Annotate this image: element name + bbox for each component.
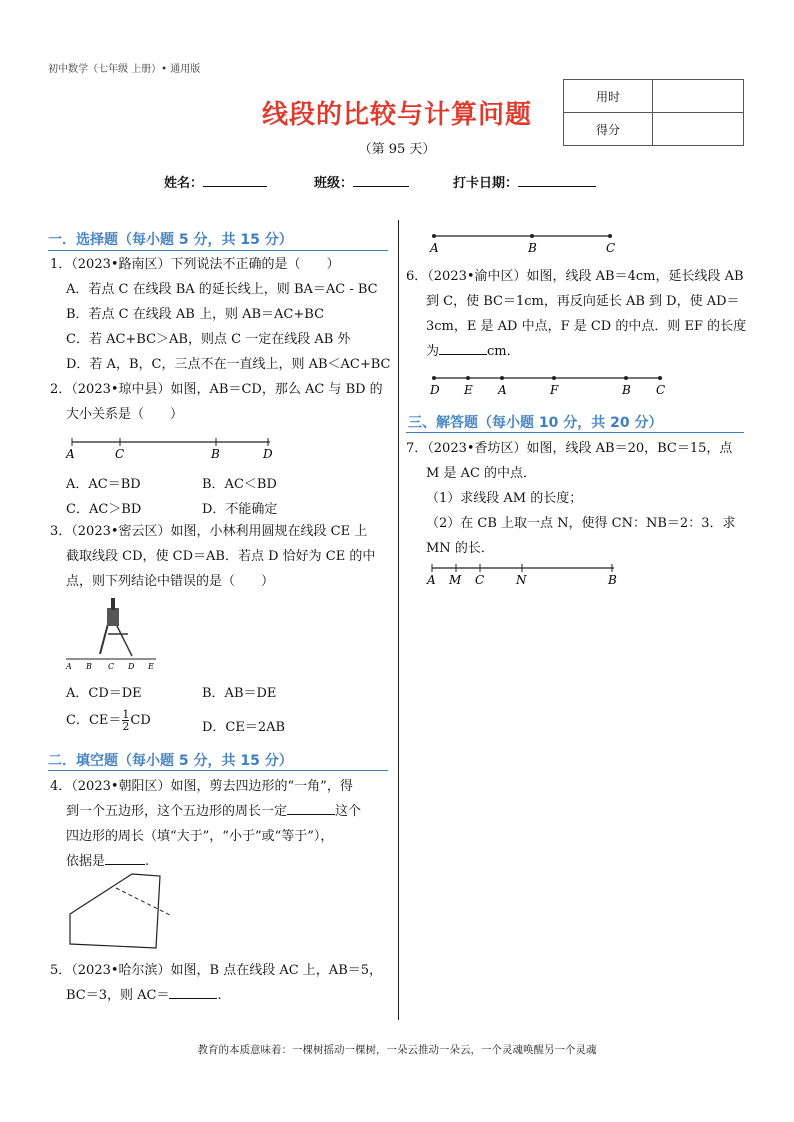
svg-text:C: C xyxy=(475,573,485,587)
answer-blank-5[interactable] xyxy=(169,986,217,999)
question-3: 3．（2023•密云区）如图，小林利用圆规在线段 CE 上 截取线段 CD，使 CD＝AB．若点 D 恰好为 CE 的中 点，则下列结论中错误的是（ ） xyxy=(50,524,376,589)
fig2-label-b: B xyxy=(211,447,220,461)
class-field[interactable]: 班级： xyxy=(314,172,409,191)
series-header: 初中数学（七年级 上册）• 通用版 xyxy=(48,64,201,75)
question-4: 4．（2023•朝阳区）如图，剪去四边形的“一角”，得 到一个五边形，这个五边形的周长一定 这个 四边形的周长（填“大于”，“小于”或“等于”）， 依据是 . xyxy=(50,779,362,869)
option-3a[interactable]: A．CD＝DE xyxy=(66,686,142,701)
q6-figure xyxy=(426,368,676,398)
svg-text:C: C xyxy=(656,383,666,397)
compass-figure xyxy=(62,596,162,672)
option-3c[interactable]: C．CE＝ $\frac{1}{2}$ CD xyxy=(66,708,151,733)
section-choice-title: 一．选择题（每小题 5 分，共 15 分） xyxy=(48,232,293,248)
section-rule xyxy=(406,432,744,433)
question-1: 1．（2023•路南区）下列说法不正确的是（ ） A．若点 C 在线段 BA 的延长线上，则 BA＝AC - BC B．若点 C 在线段 AB 上，则 AB＝AC+BC C．若 AC+BC＞AB，则点 C 一定在线段 AB 外 D．若 A，B，C，三点不在一直线上，则 AB＜AC+BC 2．（2023•琼中县）如图，AB＝CD，那么 AC 与 BD 的 大小关系是（ ） xyxy=(50,257,391,422)
option-1d[interactable]: D．若 A，B，C，三点不在一直线上，则 AB＜AC+BC xyxy=(66,357,391,372)
score-table xyxy=(563,79,744,146)
svg-text:E: E xyxy=(464,383,473,397)
section-rule xyxy=(48,250,388,251)
compass-icon xyxy=(107,608,119,626)
pentagon-figure xyxy=(66,870,176,954)
svg-text:B: B xyxy=(86,662,92,671)
name-field[interactable]: 姓名： xyxy=(164,172,267,191)
score-cell[interactable] xyxy=(653,113,744,146)
fig2-label-a: A xyxy=(66,447,75,461)
option-3d[interactable]: D．CE＝2AB xyxy=(202,720,286,735)
q2-figure xyxy=(60,434,280,464)
date-field[interactable]: 打卡日期： xyxy=(453,172,596,191)
option-1c[interactable]: C．若 AC+BC＞AB，则点 C 一定在线段 AB 外 xyxy=(66,332,351,347)
option-1b[interactable]: B．若点 C 在线段 AB 上，则 AB＝AC+BC xyxy=(66,307,325,322)
answer-blank-4b[interactable] xyxy=(105,852,145,865)
day-label: （第 95 天） xyxy=(358,142,436,157)
svg-text:A: A xyxy=(498,383,507,397)
svg-text:C: C xyxy=(108,662,115,671)
column-divider xyxy=(398,220,399,1020)
svg-text:E: E xyxy=(148,662,154,671)
q5-figure xyxy=(426,226,626,256)
svg-text:B: B xyxy=(528,241,537,255)
svg-text:N: N xyxy=(516,573,527,587)
section-rule xyxy=(48,770,388,771)
answer-blank-6[interactable] xyxy=(439,342,487,355)
svg-text:A: A xyxy=(427,573,436,587)
section-answer-title: 三、解答题（每小题 10 分，共 20 分） xyxy=(408,415,663,431)
option-2d[interactable]: D．不能确定 xyxy=(202,502,278,517)
footer-quote: 教育的本质意味着：一棵树摇动一棵树，一朵云推动一朵云，一个灵魂唤醒另一个灵魂 xyxy=(197,1044,597,1056)
option-3b[interactable]: B．AB＝DE xyxy=(202,686,277,701)
answer-blank-4a[interactable] xyxy=(287,802,335,815)
question-5: 5．（2023•哈尔滨）如图，B 点在线段 AC 上，AB＝5， BC＝3，则 AC＝ . xyxy=(50,963,383,1003)
svg-text:D: D xyxy=(128,662,135,671)
section-fill-title: 二．填空题（每小题 5 分，共 15 分） xyxy=(48,753,293,769)
option-1a[interactable]: A．若点 C 在线段 BA 的延长线上，则 BA＝AC - BC xyxy=(66,282,378,297)
score-label: 得分 xyxy=(564,113,653,146)
svg-text:M: M xyxy=(449,573,462,587)
option-2b[interactable]: B．AC＜BD xyxy=(202,477,277,492)
fig2-label-d: D xyxy=(263,447,273,461)
svg-text:F: F xyxy=(550,383,559,397)
option-2a[interactable]: A．AC＝BD xyxy=(66,477,141,492)
fig2-label-c: C xyxy=(115,447,125,461)
q7-figure xyxy=(424,562,624,588)
page-title: 线段的比较与计算问题 xyxy=(261,100,532,130)
svg-text:B: B xyxy=(622,383,631,397)
question-6: 6．（2023•渝中区）如图，线段 AB＝4cm，延长线段 AB 到 C，使 BC＝1cm，再反向延长 AB 到 D，使 AD＝ 3cm，E 是 AD 中点，F 是 CD 的中点．则 EF 的长度 为 cm． xyxy=(406,269,747,359)
svg-text:A: A xyxy=(430,241,439,255)
question-7: 7．（2023•香坊区）如图，线段 AB＝20，BC＝15，点 M 是 AC 的中点． （1）求线段 AM 的长度； （2）在 CB 上取一点 N，使得 CN：NB＝2：3．求 MN 的长． xyxy=(406,441,736,556)
svg-text:B: B xyxy=(608,573,617,587)
time-cell[interactable] xyxy=(653,80,744,113)
svg-text:C: C xyxy=(606,241,616,255)
svg-text:D: D xyxy=(430,383,440,397)
time-label: 用时 xyxy=(564,80,653,113)
option-2c[interactable]: C．AC＞BD xyxy=(66,502,142,517)
svg-text:A: A xyxy=(66,662,72,671)
